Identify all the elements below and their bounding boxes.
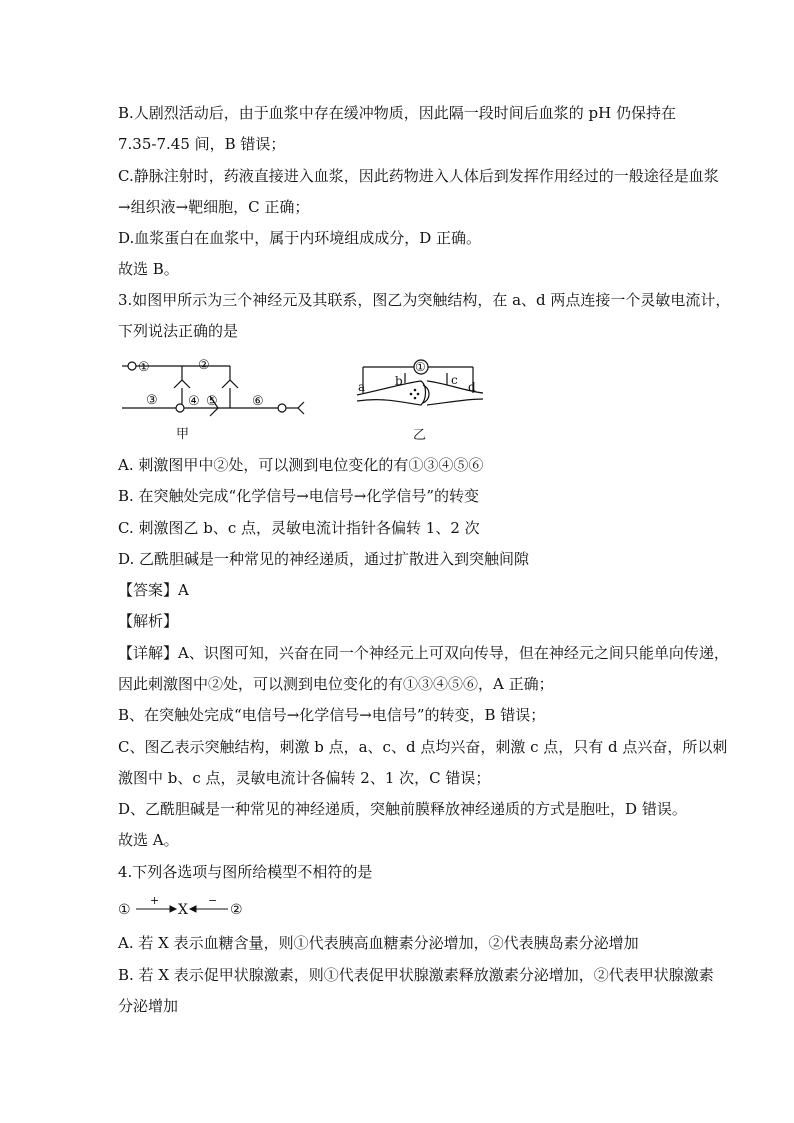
label-6: ⑥ — [252, 394, 264, 409]
text-line: 7.35-7.45 间，B 错误； — [118, 135, 286, 153]
answer-heading: 【答案】A — [118, 581, 189, 599]
text-line: 分泌增加 — [118, 997, 179, 1015]
figure-caption: 乙 — [413, 428, 427, 443]
text-line: 下列说法正确的是 — [118, 322, 239, 340]
option-c: C. 刺激图乙 b、c 点，灵敏电流计指针各偏转 1、2 次 — [118, 519, 480, 537]
model-left: ① — [118, 902, 131, 918]
text-line: 因此刺激图中②处，可以测到电位变化的有①③④⑤⑥，A 正确； — [118, 675, 554, 693]
label-1: ① — [138, 360, 150, 375]
text-line: 【详解】A、识图可知，兴奋在同一个神经元上可双向传导，但在神经元之间只能单向传递， — [118, 644, 729, 662]
text-line: 故选 B。 — [118, 260, 179, 278]
model-x: X — [178, 902, 188, 918]
q4-option-b: B. 若 X 表示促甲状腺激素，则①代表促甲状腺激素释放激素分泌增加，②代表甲状腺激素 — [118, 966, 714, 984]
text-line: 故选 A。 — [118, 831, 179, 849]
text-line: D.血浆蛋白在血浆中，属于内环境组成成分，D 正确。 — [118, 229, 482, 247]
model-diagram — [118, 894, 258, 922]
option-a: A. 刺激图甲中②处，可以测到电位变化的有①③④⑤⑥ — [118, 456, 484, 474]
q4-option-a: A. 若 X 表示血糖含量，则①代表胰高血糖素分泌增加，②代表胰岛素分泌增加 — [118, 934, 639, 952]
text-line: 激图中 b、c 点，灵敏电流计各偏转 2、1 次，C 错误； — [118, 769, 491, 787]
label-a: a — [358, 380, 366, 394]
question-3-stem: 3.如图甲所示为三个神经元及其联系，图乙为突触结构，在 a、d 两点连接一个灵敏电流计， — [118, 291, 731, 309]
label-1: ① — [415, 360, 426, 374]
model-right: ② — [230, 902, 243, 918]
option-b: B. 在突触处完成“化学信号→电信号→化学信号”的转变 — [118, 487, 480, 505]
figure-jia — [118, 350, 308, 442]
option-d: D. 乙酰胆碱是一种常见的神经递质，通过扩散进入到突触间隙 — [118, 550, 530, 568]
label-3: ③ — [146, 393, 158, 408]
label-c: c — [451, 373, 458, 387]
model-plus: + — [150, 894, 160, 907]
text-line: D、乙酰胆碱是一种常见的神经递质，突触前膜释放神经递质的方式是胞吐，D 错误。 — [118, 800, 687, 818]
label-5: ⑤ — [206, 394, 218, 409]
figure-caption: 甲 — [176, 427, 190, 442]
label-b: b — [395, 374, 403, 388]
figure-yi — [355, 355, 485, 445]
text-line: B.人剧烈活动后，由于血浆中存在缓冲物质，因此隔一段时间后血浆的 pH 仍保持在 — [118, 104, 677, 122]
label-d: d — [468, 380, 476, 394]
question-4-stem: 4.下列各选项与图所给模型不相符的是 — [118, 863, 373, 881]
label-2: ② — [198, 358, 210, 373]
text-line: C.静脉注射时，药液直接进入血浆，因此药物进入人体后到发挥作用经过的一般途径是血浆 — [118, 167, 719, 185]
text-line: →组织液→靶细胞，C 正确； — [118, 198, 310, 216]
model-minus: − — [208, 894, 218, 907]
label-4: ④ — [188, 394, 200, 409]
analysis-heading: 【解析】 — [118, 612, 179, 630]
text-line: B、在突触处完成“电信号→化学信号→电信号”的转变，B 错误； — [118, 706, 546, 724]
text-line: C、图乙表示突触结构，刺激 b 点，a、c、d 点均兴奋，刺激 c 点，只有 d 点兴奋，所以刺 — [118, 738, 728, 756]
